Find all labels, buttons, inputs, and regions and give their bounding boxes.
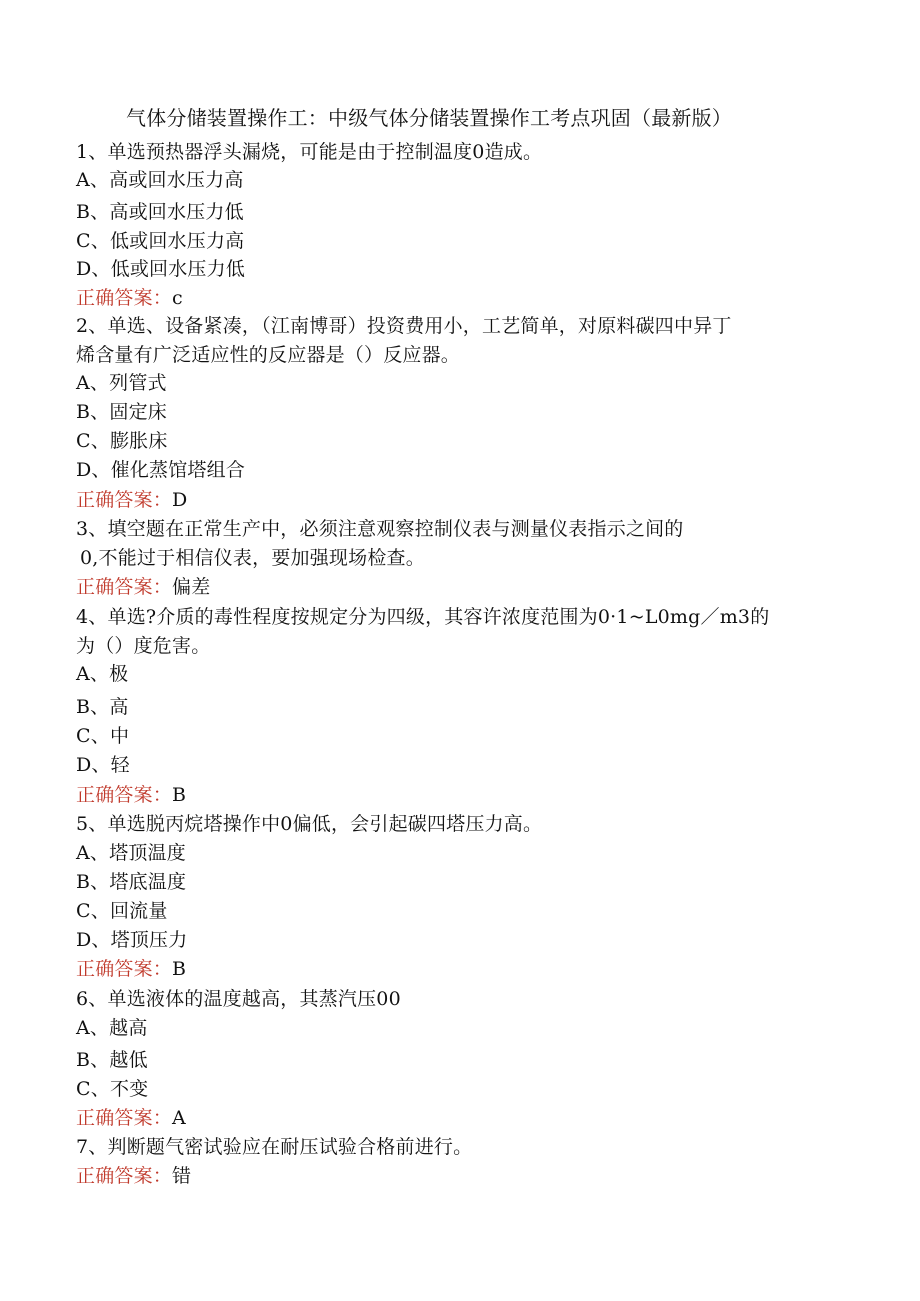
- answer-label: 正确答案：: [76, 489, 173, 511]
- option-b: B、固定床: [76, 401, 167, 423]
- option-b: B、塔底温度: [76, 871, 187, 893]
- answer-label: 正确答案：: [76, 576, 173, 598]
- answer-value: D: [172, 489, 188, 511]
- question-stem-continued: 烯含量有广泛适应性的反应器是（）反应器。: [76, 344, 461, 366]
- answer-value: B: [172, 784, 187, 806]
- answer-line: [76, 575, 210, 599]
- option-c: C、回流量: [76, 900, 168, 922]
- answer-value: A: [172, 1107, 186, 1129]
- option-b: B、越低: [76, 1049, 148, 1071]
- answer-line: [76, 286, 183, 310]
- answer-label: 正确答案：: [76, 958, 173, 980]
- question-stem: 1、单选预热器浮头漏烧，可能是由于控制温度0造成。: [76, 141, 543, 163]
- question-stem-continued: 为（）度危害。: [76, 635, 211, 657]
- option-a: A、列管式: [76, 372, 167, 394]
- answer-line: [76, 488, 187, 512]
- answer-value: B: [172, 958, 187, 980]
- option-b: B、高或回水压力低: [76, 201, 244, 223]
- answer-line: [76, 783, 186, 807]
- answer-value: 错: [172, 1165, 192, 1187]
- option-a: A、高或回水压力高: [76, 169, 244, 191]
- option-d: D、催化蒸馆塔组合: [76, 459, 246, 481]
- answer-value: 偏差: [172, 576, 211, 598]
- option-a: A、越高: [76, 1017, 148, 1039]
- answer-label: 正确答案：: [76, 1165, 173, 1187]
- option-a: A、塔顶温度: [76, 842, 186, 864]
- option-c: C、中: [76, 725, 130, 747]
- question-stem: 3、填空题在正常生产中，必须注意观察控制仪表与测量仪表指示之间的: [76, 518, 684, 540]
- answer-line: [76, 1106, 186, 1130]
- question-stem: 2、单选、设备紧凑，（江南博哥）投资费用小，工艺简单，对原料碳四中异丁: [76, 315, 732, 337]
- question-stem: 7、判断题气密试验应在耐压试验合格前进行。: [76, 1136, 473, 1158]
- option-c: C、不变: [76, 1078, 149, 1100]
- answer-value: c: [172, 287, 183, 309]
- option-a: A、极: [76, 663, 129, 685]
- answer-label: 正确答案：: [76, 287, 173, 309]
- option-d: D、低或回水压力低: [76, 258, 246, 280]
- question-stem: 6、单选液体的温度越高，其蒸汽压00: [76, 988, 401, 1010]
- answer-label: 正确答案：: [76, 1107, 173, 1129]
- question-stem-continued: 0,不能过于相信仪表，要加强现场检查。: [80, 547, 425, 569]
- option-b: B、高: [76, 696, 129, 718]
- option-c: C、膨胀床: [76, 430, 168, 452]
- option-c: C、低或回水压力高: [76, 230, 245, 252]
- answer-line: [76, 1164, 191, 1188]
- option-d: D、轻: [76, 754, 130, 776]
- answer-label: 正确答案：: [76, 784, 173, 806]
- document-title: 气体分储装置操作工：中级气体分储装置操作工考点巩固（最新版）: [126, 106, 732, 130]
- question-stem: 4、单选?介质的毒性程度按规定分为四级，其容许浓度范围为0·1~L0mg／m3的: [76, 606, 770, 628]
- answer-line: [76, 957, 186, 981]
- option-d: D、塔顶压力: [76, 929, 188, 951]
- question-stem: 5、单选脱丙烷塔操作中0偏低，会引起碳四塔压力高。: [76, 813, 543, 835]
